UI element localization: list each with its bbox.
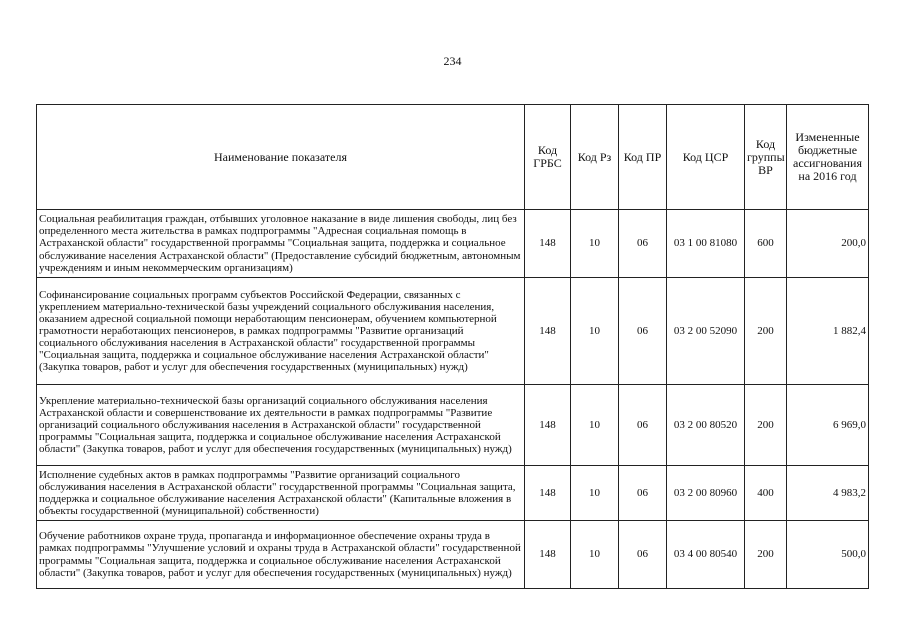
row-vr: 600 bbox=[745, 210, 787, 278]
row-grbs: 148 bbox=[525, 466, 571, 521]
table-row bbox=[37, 466, 869, 521]
row-pr: 06 bbox=[619, 278, 667, 385]
row-csr: 03 2 00 80960 bbox=[667, 466, 745, 521]
row-grbs: 148 bbox=[525, 210, 571, 278]
row-amount: 1 882,4 bbox=[787, 278, 869, 385]
table-header-row bbox=[37, 105, 869, 210]
row-csr: 03 2 00 80520 bbox=[667, 385, 745, 466]
row-name: Исполнение судебных актов в рамках подпрограммы "Развитие организаций социального обслуживания населения в Астраханской области" государственной программы "Социальная защита, поддержка и социальное обслуживание населения Астраханской области" (Капитальные вложения в объекты государственной (муниципальной) собственности) bbox=[37, 466, 525, 521]
row-rz: 10 bbox=[571, 210, 619, 278]
table-row bbox=[37, 278, 869, 385]
header-csr: Код ЦСР bbox=[667, 105, 745, 210]
row-csr: 03 1 00 81080 bbox=[667, 210, 745, 278]
table-row bbox=[37, 521, 869, 589]
row-grbs: 148 bbox=[525, 521, 571, 589]
row-csr: 03 2 00 52090 bbox=[667, 278, 745, 385]
row-vr: 400 bbox=[745, 466, 787, 521]
header-name: Наименование показателя bbox=[37, 105, 525, 210]
page-number: 234 bbox=[443, 54, 462, 68]
row-name: Обучение работников охране труда, пропаганда и информационное обеспечение охраны труда в рамках подпрограммы "Улучшение условий и охраны труда в Астраханской области" государственной программы "Социальная защита, поддержка и социальное обслуживание населения Астраханской области" (Закупка товаров, работ и услуг для обеспечения государственных (муниципальных) нужд) bbox=[37, 521, 525, 589]
row-name: Укрепление материально-технической базы организаций социального обслуживания населения Астраханской области и совершенствование их деятельности в рамках подпрограммы "Развитие организаций социального обслуживания населения в Астраханской области" государственной программы "Социальная защита, поддержка и социальное обслуживание населения Астраханской области" (Закупка товаров, работ и услуг для обеспечения государственных (муниципальных) нужд) bbox=[37, 385, 525, 466]
row-amount: 500,0 bbox=[787, 521, 869, 589]
budget-table bbox=[36, 104, 869, 589]
row-amount: 200,0 bbox=[787, 210, 869, 278]
table-row bbox=[37, 385, 869, 466]
row-rz: 10 bbox=[571, 278, 619, 385]
row-name: Софинансирование социальных программ субъектов Российской Федерации, связанных с укреплением материально-технической базы учреждений социального обслуживания населения, оказанием адресной социальной помощи неработающим пенсионерам, обучением компьютерной грамотности неработающих пенсионеров, в рамках подпрограммы "Развитие организаций социального обслуживания населения в Астраханской области" государственной программы "Социальная защита, поддержка и социальное обслуживание населения Астраханской области" (Закупка товаров, работ и услуг для обеспечения государственных (муниципальных) нужд) bbox=[37, 278, 525, 385]
header-rz: Код Рз bbox=[571, 105, 619, 210]
row-rz: 10 bbox=[571, 521, 619, 589]
table-row bbox=[37, 210, 869, 278]
row-grbs: 148 bbox=[525, 278, 571, 385]
row-pr: 06 bbox=[619, 210, 667, 278]
row-amount: 4 983,2 bbox=[787, 466, 869, 521]
row-csr: 03 4 00 80540 bbox=[667, 521, 745, 589]
row-vr: 200 bbox=[745, 278, 787, 385]
header-amount: Измененные бюджетные ассигнования на 2016 год bbox=[787, 105, 869, 210]
header-grbs: Код ГРБС bbox=[525, 105, 571, 210]
row-rz: 10 bbox=[571, 466, 619, 521]
row-vr: 200 bbox=[745, 385, 787, 466]
header-vr: Код группы ВР bbox=[745, 105, 787, 210]
row-grbs: 148 bbox=[525, 385, 571, 466]
row-pr: 06 bbox=[619, 385, 667, 466]
row-amount: 6 969,0 bbox=[787, 385, 869, 466]
row-name: Социальная реабилитация граждан, отбывших уголовное наказание в виде лишения свободы, лиц без определенного места жительства в рамках подпрограммы "Адресная социальная помощь в Астраханской области" государственной программы "Социальная защита, поддержка и социальное обслуживание населения Астраханской области" (Предоставление субсидий бюджетным, автономным учреждениям и иным некоммерческим организациям) bbox=[37, 210, 525, 278]
row-pr: 06 bbox=[619, 521, 667, 589]
row-pr: 06 bbox=[619, 466, 667, 521]
row-vr: 200 bbox=[745, 521, 787, 589]
header-pr: Код ПР bbox=[619, 105, 667, 210]
row-rz: 10 bbox=[571, 385, 619, 466]
